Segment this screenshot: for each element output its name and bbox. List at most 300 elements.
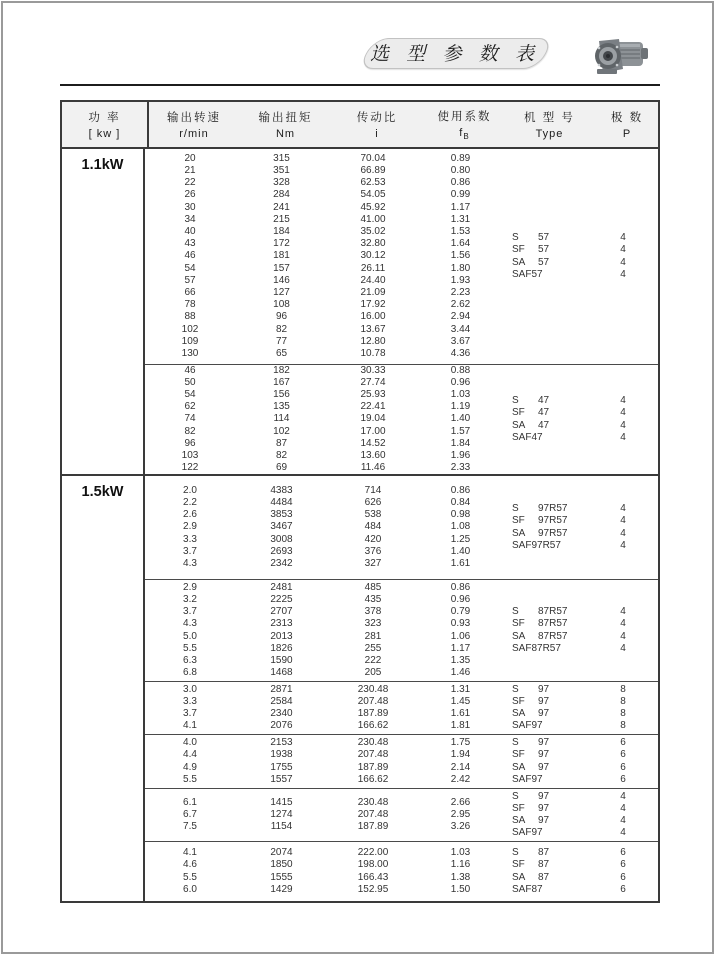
block-rows: [145, 149, 503, 364]
ratio-cell: 19.04: [360, 413, 386, 425]
factor-cell: 3.26: [450, 821, 471, 833]
power-label: 1.1kW: [62, 149, 145, 474]
table-row: [145, 497, 503, 509]
factor-cell: 0.89: [450, 152, 471, 164]
torque-cell: 1468: [270, 667, 293, 679]
factor-cell: 3.67: [450, 335, 471, 347]
ratio-cell: 12.80: [360, 335, 386, 347]
ratio-cell: 70.04: [360, 152, 386, 164]
torque-cell: 2013: [270, 630, 293, 642]
poles-list: [588, 365, 658, 474]
factor-cell: 2.62: [450, 299, 471, 311]
type-value: SAF97: [512, 720, 543, 732]
ratio-cell: 323: [364, 618, 382, 630]
table-row: [145, 426, 503, 438]
ratio-cell: 484: [364, 521, 382, 533]
factor-cell: 1.53: [450, 225, 471, 237]
ratio-block: [145, 364, 658, 474]
ratio-cell: 187.89: [357, 821, 389, 833]
ratio-cell: 24.40: [360, 274, 386, 286]
ratio-cell: 62.53: [360, 177, 386, 189]
speed-cell: 4.0: [183, 737, 197, 749]
speed-cell: 6.0: [183, 883, 197, 895]
ratio-cell: 30.33: [360, 364, 386, 376]
ratio-cell: 207.48: [357, 749, 389, 761]
torque-cell: 156: [273, 389, 290, 400]
poles-value: 4: [620, 539, 626, 551]
type-value: SA 97R57: [512, 527, 568, 539]
torque-cell: 1557: [270, 773, 293, 785]
poles-value: 4: [620, 256, 626, 268]
block-rows: [145, 735, 503, 788]
factor-cell: 0.86: [450, 484, 471, 496]
torque-cell: 108: [273, 299, 290, 311]
torque-cell: 4484: [270, 496, 293, 508]
factor-cell: 2.95: [450, 808, 471, 820]
torque-cell: 172: [273, 238, 290, 250]
speed-cell: 46: [184, 364, 196, 376]
section-blocks: [145, 476, 658, 901]
type-value: S 97: [512, 737, 550, 749]
ratio-cell: 35.02: [360, 225, 386, 237]
table-row: [145, 737, 503, 749]
torque-cell: 2074: [270, 847, 293, 859]
factor-cell: 1.19: [450, 401, 471, 413]
torque-cell: 1274: [270, 808, 293, 820]
table-row: [145, 389, 503, 401]
factor-cell: 1.06: [450, 630, 471, 642]
ratio-cell: 222.00: [357, 847, 389, 859]
torque-cell: 2153: [270, 737, 293, 749]
poles-list: [588, 149, 658, 364]
factor-cell: 1.08: [450, 521, 471, 533]
table-row: [145, 655, 503, 667]
ratio-cell: 166.62: [357, 720, 389, 732]
type-value: SA 97: [512, 815, 550, 826]
factor-cell: 1.50: [450, 883, 471, 895]
speed-cell: 6.3: [183, 654, 197, 666]
speed-cell: 130: [181, 348, 199, 360]
table-row: [145, 153, 503, 165]
type-value: SF 97: [512, 749, 550, 761]
type-value: SF 87R57: [512, 618, 568, 630]
table-row: [145, 348, 503, 360]
torque-cell: 182: [273, 364, 290, 376]
torque-cell: 2871: [270, 683, 293, 695]
table-header-row: [62, 102, 658, 149]
ratio-cell: 166.62: [357, 773, 389, 785]
table-row: [145, 263, 503, 275]
speed-cell: 6.7: [183, 808, 197, 820]
speed-cell: 2.2: [183, 496, 197, 508]
table-row: [145, 696, 503, 708]
torque-cell: 3467: [270, 521, 293, 533]
speed-cell: 109: [181, 335, 199, 347]
speed-cell: 74: [184, 413, 196, 425]
table-row: [145, 606, 503, 618]
speed-cell: 5.5: [183, 773, 197, 785]
torque-cell: 2693: [270, 545, 293, 557]
torque-cell: 1850: [270, 859, 293, 871]
factor-cell: 1.64: [450, 238, 471, 250]
torque-cell: 146: [273, 274, 290, 286]
torque-cell: 3853: [270, 509, 293, 521]
table-row: [145, 413, 503, 425]
torque-cell: 127: [273, 287, 290, 298]
poles-value: 4: [620, 244, 626, 256]
ratio-cell: 13.60: [360, 450, 386, 462]
table-row: [145, 859, 503, 871]
page-title: 选 型 参 数 表: [369, 44, 541, 65]
torque-cell: 241: [273, 201, 290, 213]
ratio-cell: 32.80: [360, 238, 386, 250]
type-value: SF 57: [512, 244, 550, 256]
poles-value: 8: [620, 683, 626, 695]
factor-cell: 1.57: [450, 425, 471, 437]
poles-list: [588, 735, 658, 788]
factor-cell: 1.03: [450, 847, 471, 859]
ratio-cell: 13.67: [360, 323, 386, 335]
poles-list: [588, 476, 658, 579]
speed-cell: 30: [184, 201, 196, 213]
factor-cell: 2.23: [450, 287, 471, 298]
ratio-cell: 205: [364, 667, 382, 679]
table-row: [145, 238, 503, 250]
type-value: SAF87R57: [512, 642, 561, 654]
speed-cell: 3.3: [183, 533, 197, 545]
speed-cell: 40: [184, 225, 196, 237]
torque-cell: 1154: [270, 821, 293, 833]
torque-cell: 181: [273, 250, 290, 262]
type-value: S 87R57: [512, 606, 568, 618]
ratio-cell: 45.92: [360, 201, 386, 213]
torque-cell: 1826: [270, 642, 293, 654]
poles-value: 8: [620, 720, 626, 732]
factor-cell: 1.16: [450, 859, 471, 871]
torque-cell: 351: [273, 164, 290, 176]
speed-cell: 2.6: [183, 509, 197, 521]
ratio-cell: 435: [364, 593, 382, 605]
poles-value: 6: [620, 773, 626, 785]
type-list: [503, 789, 588, 841]
torque-cell: 328: [273, 177, 290, 189]
speed-cell: 3.2: [183, 593, 197, 605]
type-value: S 87: [512, 847, 550, 859]
poles-value: 6: [620, 871, 626, 883]
ratio-cell: 166.43: [357, 871, 389, 883]
type-value: SA 87R57: [512, 630, 568, 642]
speed-cell: 43: [184, 238, 196, 250]
factor-cell: 1.94: [450, 749, 471, 761]
header-service-factor: 使用系数 $f_B$: [437, 110, 492, 142]
table-row: [145, 485, 503, 497]
speed-cell: 103: [181, 450, 199, 462]
torque-cell: 135: [273, 401, 290, 413]
speed-cell: 2.9: [183, 581, 197, 593]
factor-cell: 1.38: [450, 871, 471, 883]
poles-list: [588, 842, 658, 901]
factor-cell: 1.96: [450, 450, 471, 462]
type-list: [503, 476, 588, 579]
block-rows: [145, 842, 503, 901]
speed-cell: 6.1: [183, 796, 197, 808]
factor-cell: 0.79: [450, 606, 471, 618]
torque-cell: 82: [275, 323, 288, 335]
factor-cell: 1.03: [450, 389, 471, 400]
torque-cell: 82: [275, 450, 288, 462]
poles-value: 4: [620, 606, 626, 618]
type-value: S 57: [512, 232, 550, 244]
header-divider-rule: [60, 84, 660, 86]
block-rows: [145, 682, 503, 734]
speed-cell: 57: [184, 274, 196, 286]
table-row: [145, 749, 503, 761]
table-row: [145, 809, 503, 821]
header-poles: 极 数 P: [610, 112, 644, 140]
type-list: [503, 580, 588, 681]
table-row: [145, 250, 503, 262]
ratio-cell: 27.74: [360, 376, 386, 388]
factor-cell: 0.80: [450, 164, 471, 176]
ratio-cell: 66.89: [360, 164, 386, 176]
torque-cell: 96: [275, 311, 288, 323]
table-row: [145, 462, 503, 474]
poles-list: [588, 682, 658, 734]
poles-value: 4: [620, 419, 626, 431]
type-value: SA 97: [512, 708, 550, 719]
table-row: [145, 214, 503, 226]
factor-cell: 1.40: [450, 545, 471, 557]
header-torque: 输出扭矩 Nm: [258, 112, 313, 140]
ratio-cell: 230.48: [357, 683, 389, 695]
ratio-block: [145, 841, 658, 901]
torque-cell: 184: [273, 225, 290, 237]
table-row: [145, 720, 503, 732]
speed-cell: 96: [184, 437, 196, 449]
header-ratio: 传动比 i: [356, 112, 398, 140]
table-row: [145, 509, 503, 521]
table-row: [145, 667, 503, 679]
ratio-cell: 187.89: [357, 761, 389, 773]
table-row: [145, 708, 503, 720]
factor-cell: 0.98: [450, 509, 471, 521]
torque-cell: 87: [275, 437, 288, 449]
speed-cell: 2.0: [183, 484, 197, 496]
ratio-cell: 207.48: [357, 695, 389, 707]
speed-cell: 66: [184, 287, 196, 298]
type-value: SF 47: [512, 407, 550, 419]
ratio-cell: 152.95: [357, 883, 389, 895]
poles-value: 4: [620, 642, 626, 654]
header-power: 功 率 [ kw ]: [62, 102, 149, 147]
speed-cell: 3.7: [183, 545, 197, 557]
table-row: [145, 450, 503, 462]
speed-cell: 62: [184, 401, 196, 413]
speed-cell: 46: [184, 250, 196, 262]
factor-cell: 1.93: [450, 274, 471, 286]
speed-cell: 4.1: [183, 847, 197, 859]
ratio-block: [145, 579, 658, 681]
ratio-cell: 538: [364, 509, 382, 521]
factor-cell: 0.86: [450, 177, 471, 189]
factor-cell: 1.56: [450, 250, 471, 262]
factor-cell: 1.75: [450, 737, 471, 749]
page-title-banner: [366, 38, 544, 67]
speed-cell: 2.9: [183, 521, 197, 533]
factor-cell: 1.25: [450, 533, 471, 545]
block-rows: [145, 365, 503, 474]
factor-cell: 0.84: [450, 496, 471, 508]
gearmotor-icon: [595, 39, 648, 74]
speed-cell: 82: [184, 425, 196, 437]
torque-cell: 65: [275, 348, 288, 360]
table-row: [145, 582, 503, 594]
speed-cell: 4.9: [183, 761, 197, 773]
table-row: [145, 311, 503, 323]
torque-cell: 2340: [270, 708, 293, 719]
torque-cell: 2225: [270, 593, 293, 605]
ratio-cell: 187.89: [357, 708, 389, 719]
type-value: S 97R57: [512, 503, 568, 515]
poles-value: 4: [620, 395, 626, 407]
factor-cell: 1.17: [450, 642, 471, 654]
ratio-cell: 11.46: [360, 462, 386, 474]
torque-cell: 1755: [270, 761, 293, 773]
torque-cell: 2313: [270, 618, 293, 630]
speed-cell: 20: [184, 152, 196, 164]
factor-cell: 1.81: [450, 720, 471, 732]
gearmotor-image: [589, 35, 651, 79]
speed-cell: 5.5: [183, 871, 197, 883]
factor-cell: 1.80: [450, 262, 471, 274]
table-row: [145, 631, 503, 643]
speed-cell: 102: [181, 323, 199, 335]
table-row: [145, 872, 503, 884]
poles-value: 4: [620, 232, 626, 244]
factor-cell: 2.94: [450, 311, 471, 323]
ratio-cell: 281: [364, 630, 382, 642]
table-row: [145, 336, 503, 348]
type-value: SA 87: [512, 871, 550, 883]
speed-cell: 5.5: [183, 642, 197, 654]
poles-value: 4: [620, 618, 626, 630]
torque-cell: 167: [273, 376, 290, 388]
ratio-cell: 17.00: [360, 425, 386, 437]
speed-cell: 88: [184, 311, 196, 323]
table-row: [145, 762, 503, 774]
torque-cell: 77: [275, 335, 288, 347]
speed-cell: 3.7: [183, 708, 197, 719]
ratio-cell: 30.12: [360, 250, 386, 262]
poles-value: 4: [620, 790, 626, 802]
ratio-cell: 207.48: [357, 808, 389, 820]
poles-value: 4: [620, 527, 626, 539]
torque-cell: 1415: [270, 796, 293, 808]
torque-cell: 102: [273, 425, 290, 437]
block-rows: [145, 476, 503, 579]
speed-cell: 5.0: [183, 630, 197, 642]
table-row: [145, 534, 503, 546]
type-value: S 97: [512, 683, 550, 695]
selection-parameter-table: [60, 100, 660, 903]
header-speed: 输出转速 r/min: [167, 112, 221, 140]
poles-value: 6: [620, 847, 626, 859]
torque-cell: 1938: [270, 749, 293, 761]
ratio-cell: 230.48: [357, 796, 389, 808]
type-value: SF 87: [512, 859, 550, 871]
ratio-block: [145, 788, 658, 841]
torque-cell: 2076: [270, 720, 293, 732]
factor-cell: 2.66: [450, 796, 471, 808]
table-row: [145, 189, 503, 201]
table-row: [145, 226, 503, 238]
torque-cell: 2481: [270, 581, 293, 593]
ratio-block: [145, 476, 658, 579]
table-row: [145, 847, 503, 859]
torque-cell: 2707: [270, 606, 293, 618]
factor-cell: 2.14: [450, 761, 471, 773]
table-row: [145, 594, 503, 606]
table-row: [145, 401, 503, 413]
ratio-cell: 25.93: [360, 389, 386, 400]
power-section: [62, 149, 658, 474]
ratio-cell: 198.00: [357, 859, 389, 871]
torque-cell: 284: [273, 189, 290, 201]
table-row: [145, 165, 503, 177]
type-value: SAF87: [512, 883, 543, 895]
factor-cell: 1.40: [450, 413, 471, 425]
table-row: [145, 821, 503, 833]
poles-value: 6: [620, 883, 626, 895]
speed-cell: 4.1: [183, 720, 197, 732]
poles-value: 8: [620, 695, 626, 707]
poles-list: [588, 789, 658, 841]
torque-cell: 2342: [270, 558, 293, 569]
ratio-cell: 255: [364, 642, 382, 654]
header-type: 机 型 号 Type: [524, 112, 575, 140]
speed-cell: 4.6: [183, 859, 197, 871]
ratio-cell: 626: [364, 496, 382, 508]
speed-cell: 3.7: [183, 606, 197, 618]
table-row: [145, 299, 503, 311]
ratio-cell: 714: [364, 484, 382, 496]
torque-cell: 215: [273, 213, 290, 225]
factor-cell: 0.88: [450, 364, 471, 376]
ratio-cell: 485: [364, 581, 382, 593]
type-value: SA 97: [512, 761, 550, 773]
type-value: S 47: [512, 395, 550, 407]
type-list: [503, 149, 588, 364]
factor-cell: 1.31: [450, 213, 471, 225]
type-list: [503, 842, 588, 901]
type-list: [503, 365, 588, 474]
speed-cell: 34: [184, 213, 196, 225]
factor-cell: 0.96: [450, 593, 471, 605]
ratio-cell: 10.78: [360, 348, 386, 360]
speed-cell: 122: [181, 462, 199, 474]
speed-cell: 50: [184, 376, 196, 388]
factor-cell: 1.46: [450, 667, 471, 679]
speed-cell: 54: [184, 389, 196, 400]
table-row: [145, 521, 503, 533]
factor-cell: 4.36: [450, 348, 471, 360]
table-row: [145, 177, 503, 189]
factor-cell: 1.17: [450, 201, 471, 213]
ratio-cell: 22.41: [360, 401, 386, 413]
table-row: [145, 438, 503, 450]
torque-cell: 1429: [270, 883, 293, 895]
type-value: S 97: [512, 790, 550, 802]
